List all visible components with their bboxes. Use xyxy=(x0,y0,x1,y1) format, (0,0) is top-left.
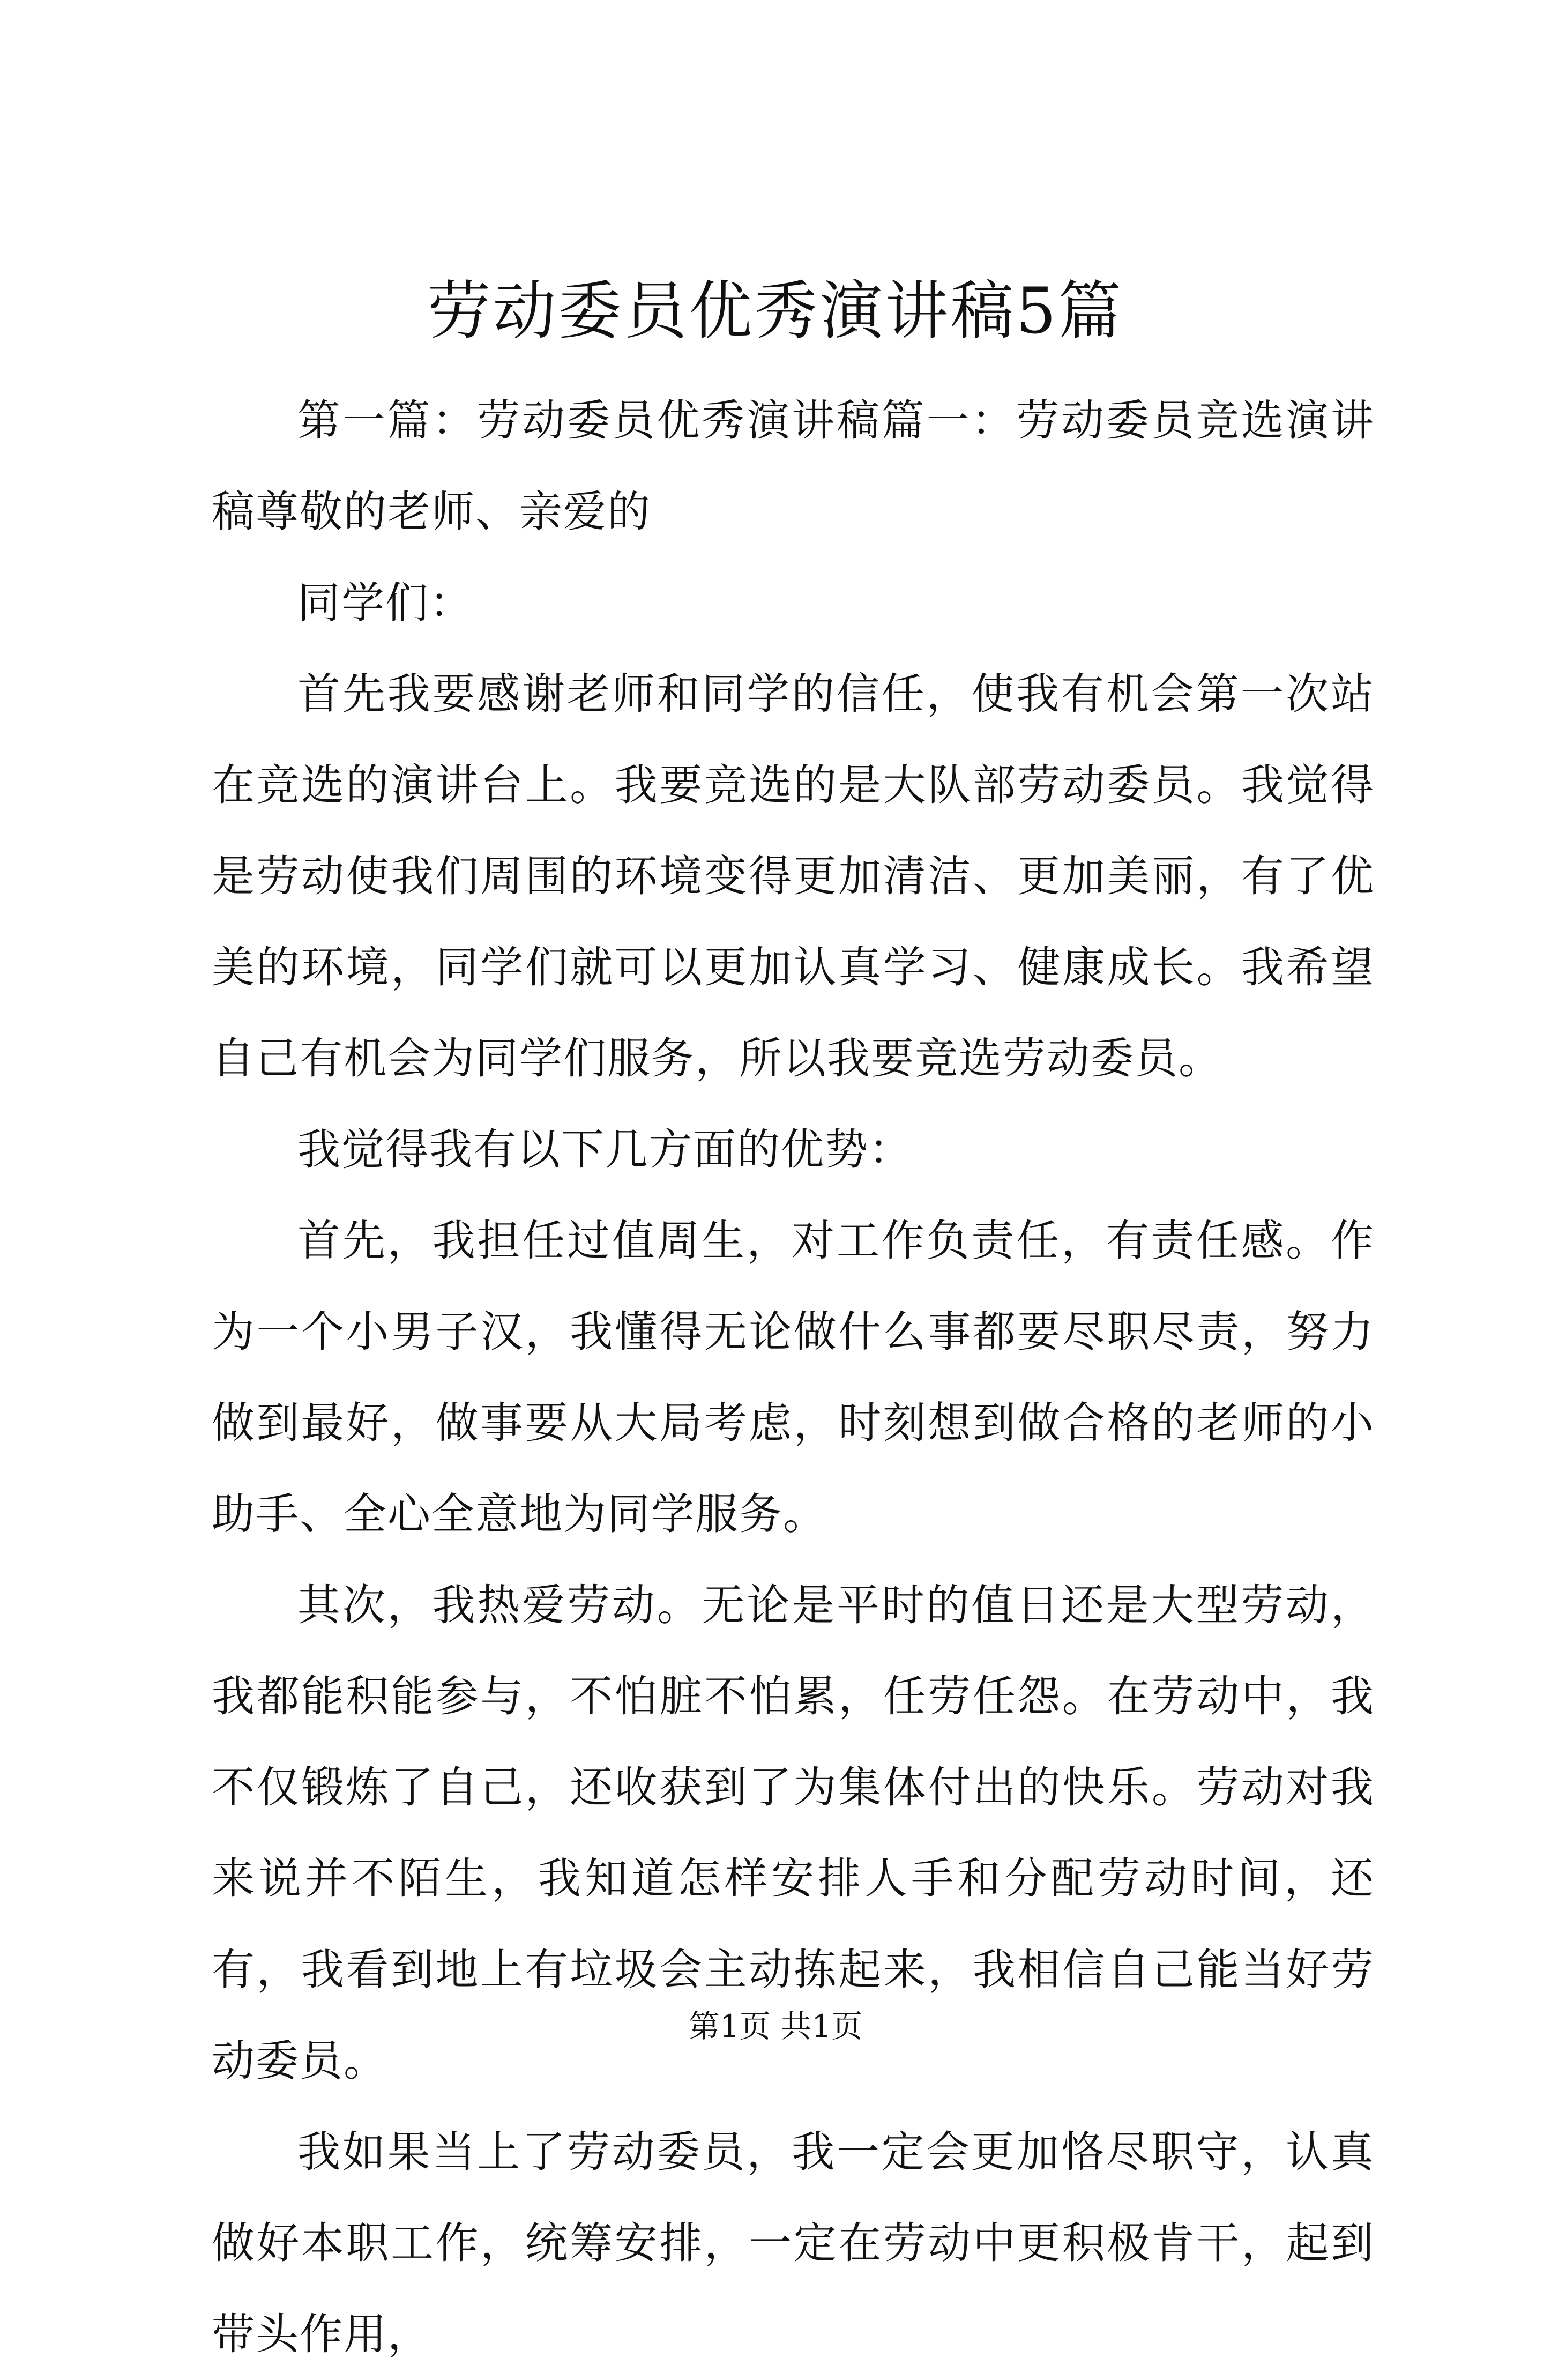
paragraph: 首先，我担任过值周生，对工作负责任，有责任感。作为一个小男子汉，我懂得无论做什么事都要尽职尽责，努力做到最好，做事要从大局考虑，时刻想到做合格的老师的小助手、全心全意地为同学服务。 xyxy=(212,1216,1375,1539)
document-title: 劳动委员优秀演讲稿5篇 xyxy=(427,274,1124,348)
paragraph: 我觉得我有以下几方面的优势： xyxy=(297,1125,913,1174)
paragraph: 我如果当上了劳动委员，我一定会更加恪尽职守，认真做好本职工作，统筹安排，一定在劳动中更积极肯干，起到带头作用， xyxy=(212,2127,1375,2359)
paragraph: 同学们： xyxy=(297,578,473,628)
document-body xyxy=(212,375,1375,2380)
paragraph: 首先我要感谢老师和同学的信任，使我有机会第一次站在竞选的演讲台上。我要竞选的是大队部劳动委员。我觉得是劳动使我们周围的环境变得更加清洁、更加美丽，有了优美的环境，同学们就可以更加认真学习、健康成长。我希望自己有机会为同学们服务，所以我要竞选劳动委员。 xyxy=(212,669,1375,1083)
paragraph: 第一篇：劳动委员优秀演讲稿篇一：劳动委员竞选演讲稿尊敬的老师、亲爱的 xyxy=(212,396,1375,537)
page-footer: 第1页 共1页 xyxy=(688,2008,863,2044)
paragraph: 其次，我热爱劳动。无论是平时的值日还是大型劳动，我都能积能参与，不怕脏不怕累，任劳任怨。在劳动中，我不仅锻炼了自己，还收获到了为集体付出的快乐。劳动对我来说并不陌生，我知道怎样安排人手和分配劳动时间，还有，我看到地上有垃圾会主动拣起来，我相信自己能当好劳动委员。 xyxy=(212,1580,1375,2086)
